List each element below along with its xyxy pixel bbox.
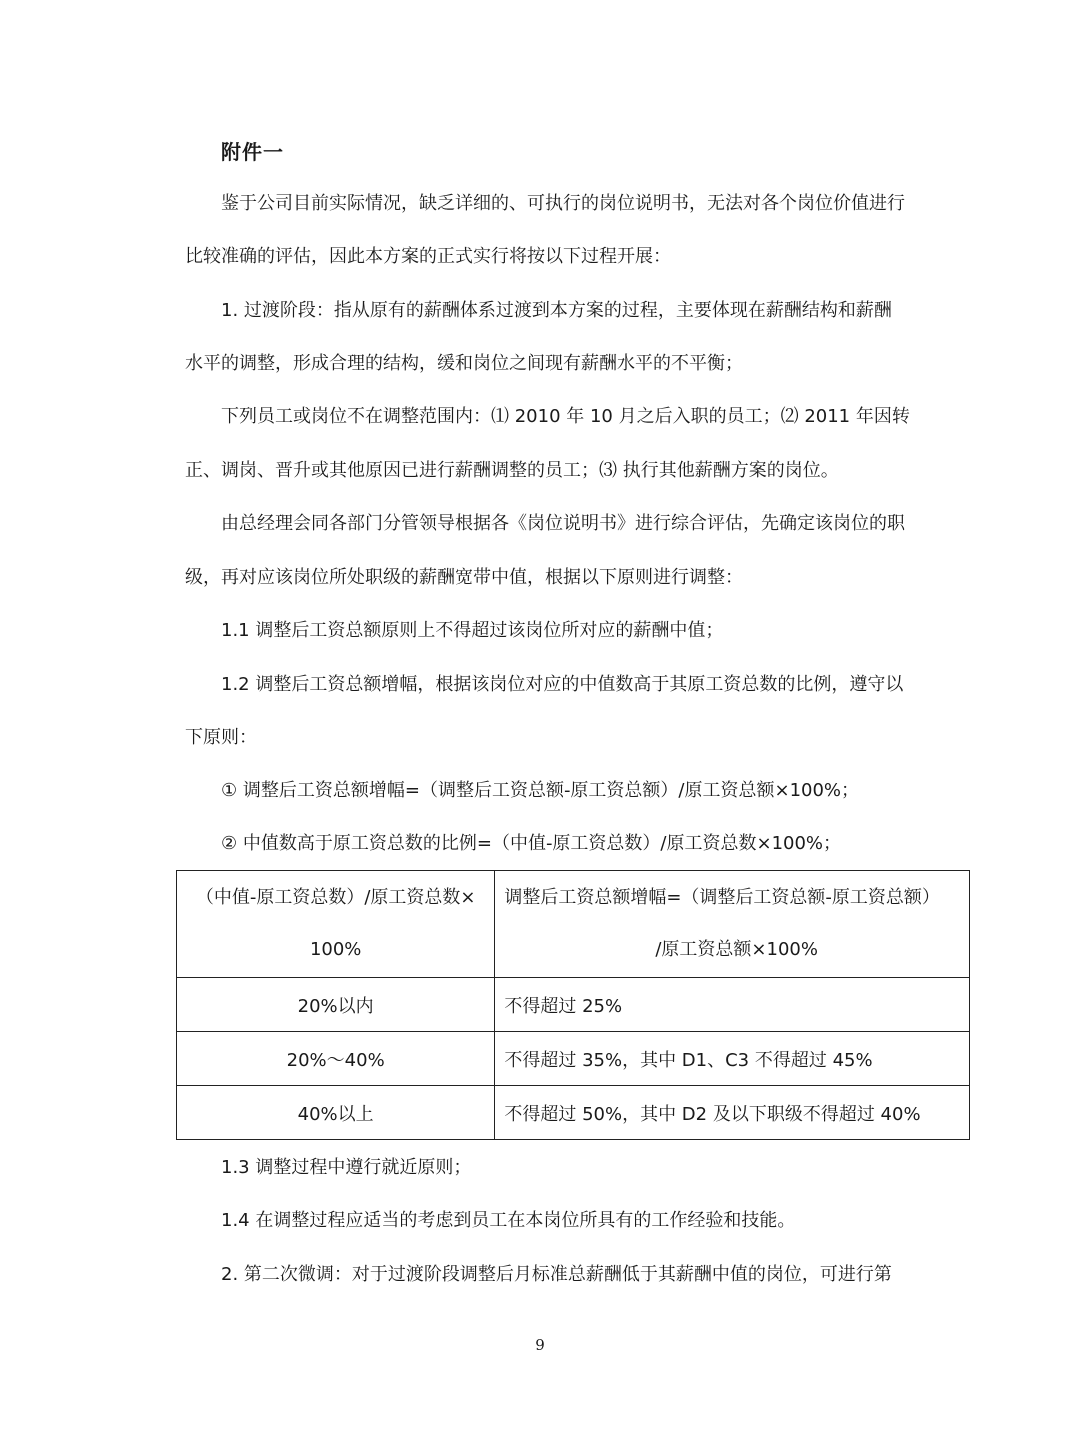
paragraph-evaluation-line-1: 由总经理会同各部门分管领导根据各《岗位说明书》进行综合评估，先确定该岗位的职	[221, 513, 905, 534]
paragraph-exclusion-line-1: 下列员工或岗位不在调整范围内：⑴ 2010 年 10 月之后入职的员工；⑵ 2011 年因转	[221, 406, 910, 427]
header-right-line-2: /原工资总额×100%	[655, 939, 818, 960]
table-row	[177, 1086, 970, 1140]
table-header-left	[177, 871, 495, 978]
paragraph-transition-line-2: 水平的调整，形成合理的结构，缓和岗位之间现有薪酬水平的不平衡；	[185, 353, 743, 374]
rule-1-1: 1.1 调整后工资总额原则上不得超过该岗位所对应的薪酬中值；	[221, 620, 724, 641]
attachment-heading: 附件一	[221, 140, 284, 164]
header-left-line-1: （中值-原工资总数）/原工资总数×	[195, 887, 476, 908]
limit-cell: 不得超过 50%，其中 D2 及以下职级不得超过 40%	[495, 1086, 970, 1140]
rule-1-2-line-1: 1.2 调整后工资总额增幅，根据该岗位对应的中值数高于其原工资总数的比例，遵守以	[221, 674, 904, 695]
table-row	[177, 978, 970, 1032]
limit-cell: 不得超过 35%，其中 D1、C3 不得超过 45%	[495, 1032, 970, 1086]
range-cell: 20%以内	[177, 978, 495, 1032]
table-row	[177, 1032, 970, 1086]
rule-1-4: 1.4 在调整过程应适当的考虑到员工在本岗位所具有的工作经验和技能。	[221, 1210, 796, 1231]
paragraph-second-adjustment: 2. 第二次微调：对于过渡阶段调整后月标准总薪酬低于其薪酬中值的岗位，可进行第	[221, 1264, 892, 1285]
rule-1-2-line-2: 下原则：	[185, 727, 257, 748]
paragraph-transition-line-1: 1. 过渡阶段：指从原有的薪酬体系过渡到本方案的过程，主要体现在薪酬结构和薪酬	[221, 300, 892, 321]
header-right-line-1: 调整后工资总额增幅=（调整后工资总额-原工资总额）	[504, 887, 940, 908]
formula-2: ② 中值数高于原工资总数的比例=（中值-原工资总数）/原工资总数×100%；	[221, 833, 842, 854]
paragraph-exclusion-line-2: 正、调岗、晋升或其他原因已进行薪酬调整的员工；⑶ 执行其他薪酬方案的岗位。	[185, 460, 839, 481]
range-cell: 20%～40%	[177, 1032, 495, 1086]
header-left-line-2: 100%	[309, 939, 362, 960]
rule-1-3: 1.3 调整过程中遵行就近原则；	[221, 1157, 472, 1178]
adjustment-table	[176, 870, 970, 1140]
formula-1: ① 调整后工资总额增幅=（调整后工资总额-原工资总额）/原工资总额×100%；	[221, 780, 860, 801]
paragraph-intro-line-2: 比较准确的评估，因此本方案的正式实行将按以下过程开展：	[185, 246, 671, 267]
table-header-right	[495, 871, 970, 978]
paragraph-intro-line-1: 鉴于公司目前实际情况，缺乏详细的、可执行的岗位说明书，无法对各个岗位价值进行	[221, 193, 905, 214]
range-cell: 40%以上	[177, 1086, 495, 1140]
paragraph-evaluation-line-2: 级，再对应该岗位所处职级的薪酬宽带中值，根据以下原则进行调整：	[185, 567, 743, 588]
limit-cell: 不得超过 25%	[495, 978, 970, 1032]
page-number: 9	[535, 1336, 545, 1354]
table-header-row	[177, 871, 970, 978]
